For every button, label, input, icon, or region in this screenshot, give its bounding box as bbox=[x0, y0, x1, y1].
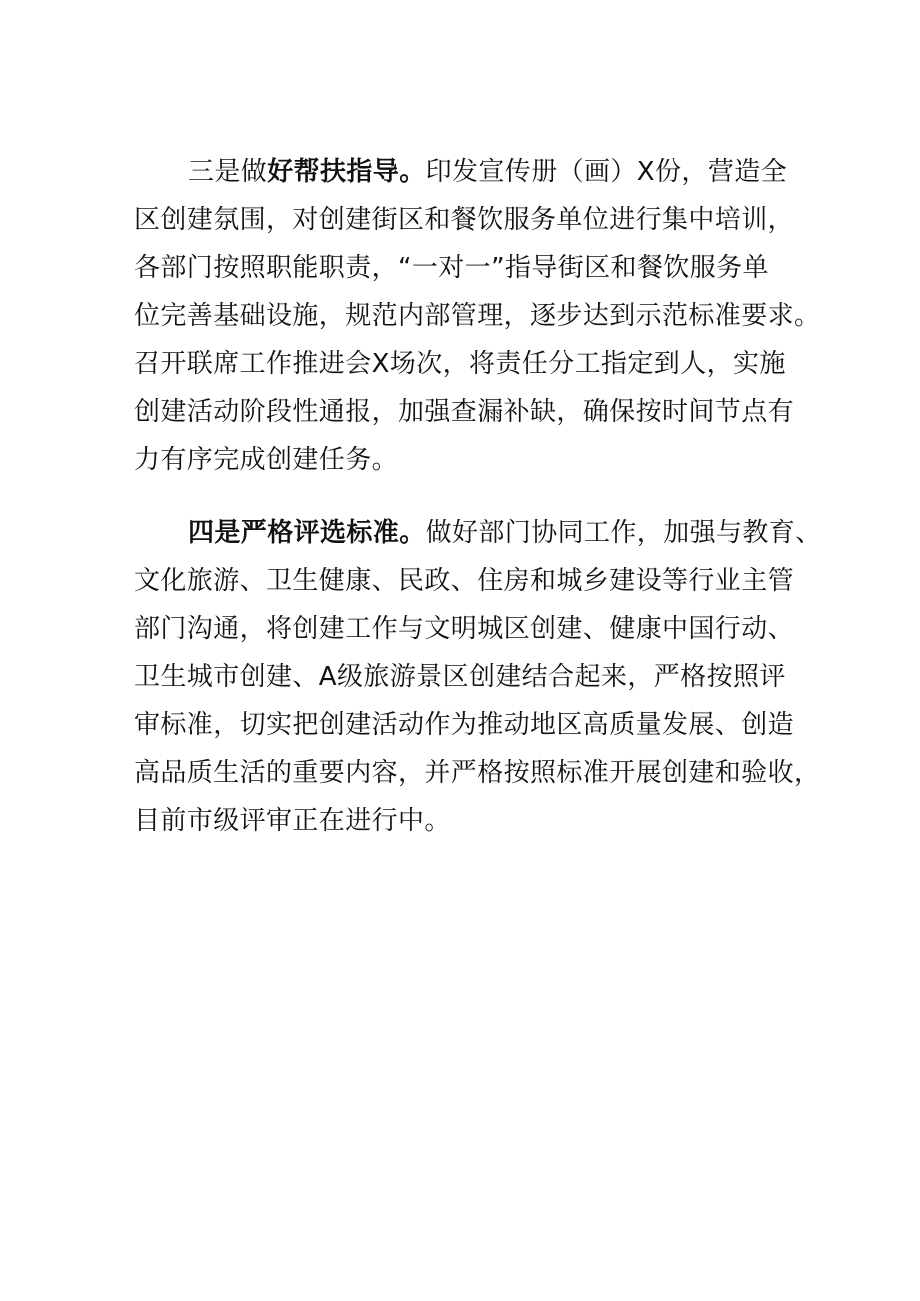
paragraph-heading: 好帮扶指导。 bbox=[267, 157, 426, 187]
text-run: 印发宣传册（画）X份，营造全 bbox=[425, 157, 788, 187]
paragraph-line: 位完善基础设施，规范内部管理，逐步达到示范标准要求。 bbox=[134, 301, 821, 331]
paragraph-line: 文化旅游、卫生健康、民政、住房和城乡建设等行业主管 bbox=[134, 566, 795, 596]
text-run: 做好部门协同工作，加强与教育、 bbox=[425, 518, 822, 548]
paragraph-line: 卫生城市创建、A级旅游景区创建结合起来，严格按照评 bbox=[134, 662, 786, 692]
paragraph-help-guidance bbox=[134, 148, 821, 484]
paragraph-line: 力有序完成创建任务。 bbox=[134, 445, 399, 475]
paragraph-line: 审标准，切实把创建活动作为推动地区高质量发展、创造 bbox=[134, 710, 795, 740]
paragraph-line: 高品质生活的重要内容，并严格按照标准开展创建和验收， bbox=[134, 758, 821, 788]
paragraph-selection-standard bbox=[134, 509, 822, 845]
text-run: 三是做 bbox=[188, 157, 268, 187]
paragraph-line: 部门沟通，将创建工作与文明城区创建、健康中国行动、 bbox=[134, 614, 795, 644]
paragraph-line: 区创建氛围，对创建街区和餐饮服务单位进行集中培训， bbox=[134, 205, 795, 235]
paragraph-line: 各部门按照职能职责，“一对一”指导街区和餐饮服务单 bbox=[134, 253, 769, 283]
paragraph-line: 目前市级评审正在进行中。 bbox=[134, 806, 451, 836]
paragraph-spacer bbox=[134, 484, 814, 509]
paragraph-line: 召开联席工作推进会X场次，将责任分工指定到人，实施 bbox=[134, 349, 786, 379]
paragraph-line bbox=[134, 509, 822, 557]
paragraph-heading: 四是严格评选标准。 bbox=[188, 518, 426, 548]
document-body bbox=[134, 148, 822, 845]
paragraph-line: 创建活动阶段性通报，加强查漏补缺，确保按时间节点有 bbox=[134, 397, 795, 427]
paragraph-line bbox=[134, 148, 814, 196]
